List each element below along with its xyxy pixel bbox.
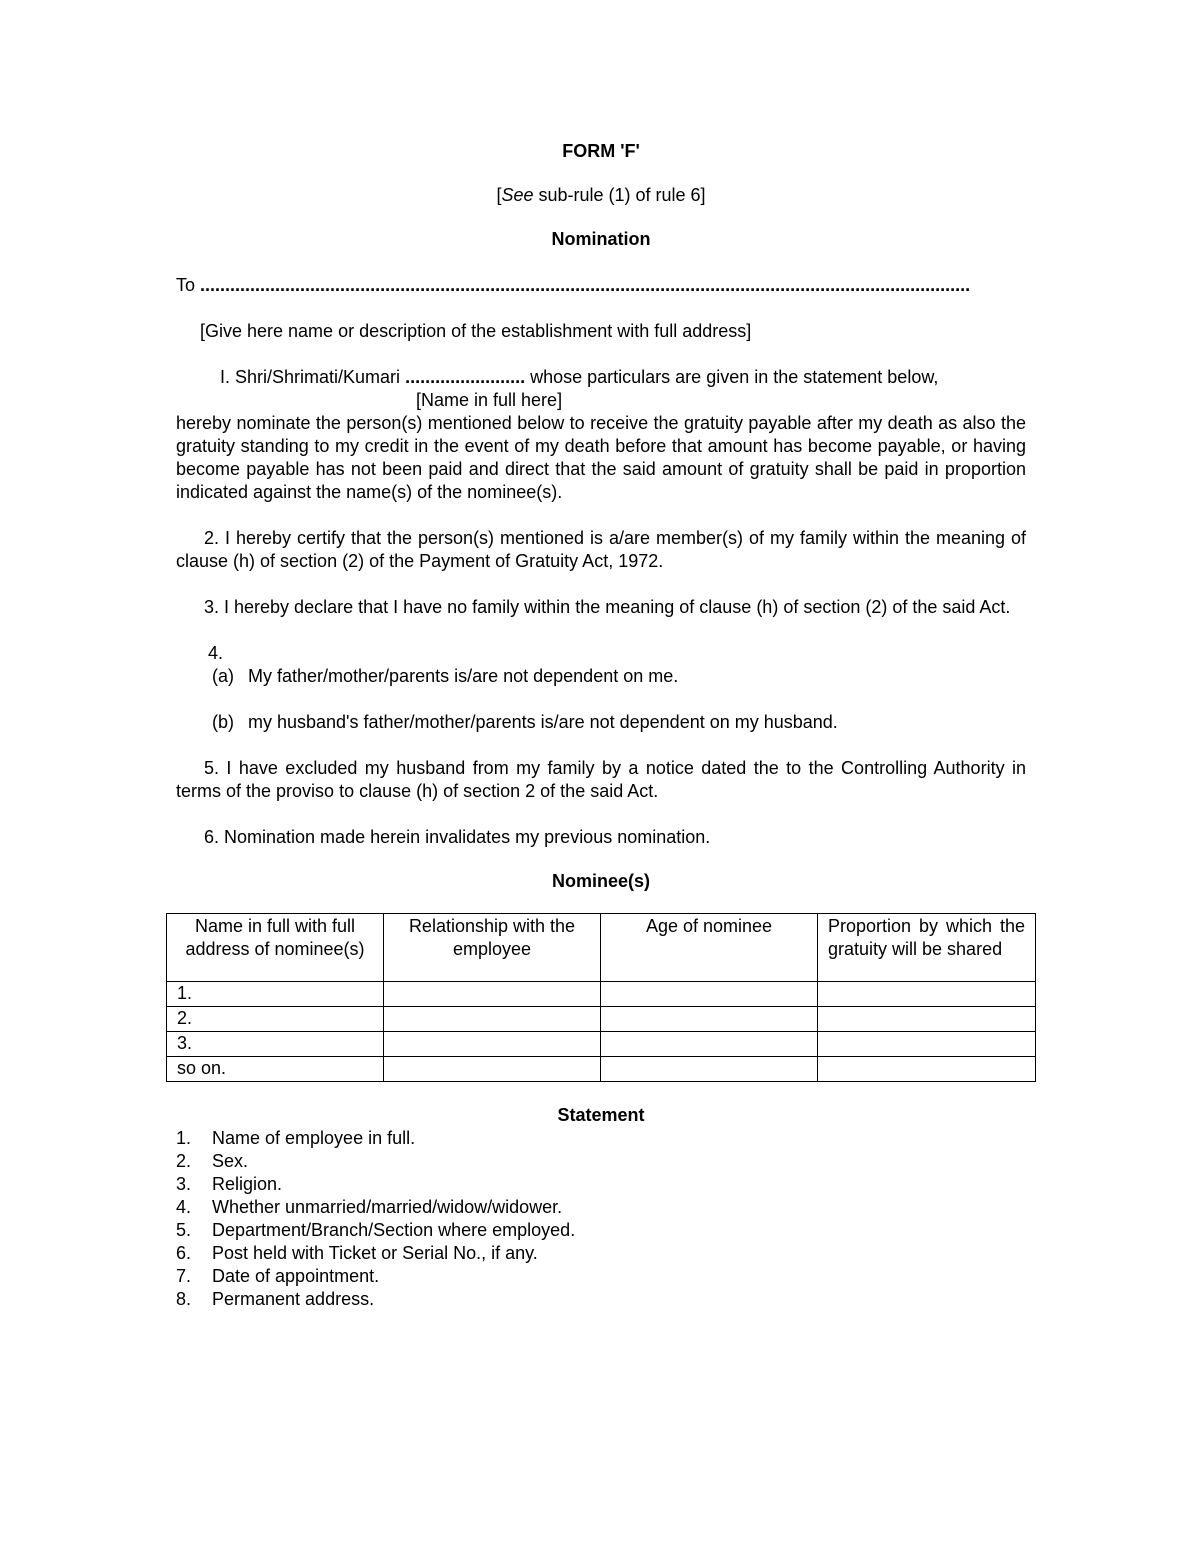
nominees-header-row	[167, 914, 1036, 982]
item-number: 2.	[176, 1151, 192, 1171]
rule-ref-suffix: sub-rule (1) of rule 6]	[533, 185, 706, 205]
form-title: FORM 'F'	[562, 141, 640, 161]
paragraph-4-label: 4.	[208, 643, 224, 663]
rule-ref-prefix: [	[496, 185, 502, 205]
paragraph-3: 3. I hereby declare that I have no family within the meaning of clause (h) of section (2) of the said Act.	[204, 597, 1011, 617]
list-item	[176, 1219, 1026, 1242]
statement-heading: Statement	[557, 1105, 645, 1125]
item-text: Department/Branch/Section where employed.	[212, 1220, 576, 1240]
row-number: 1.	[167, 982, 384, 1007]
age-cell	[601, 982, 818, 1007]
age-cell	[601, 1057, 818, 1082]
form-page	[176, 140, 1026, 1311]
item-text: Date of appointment.	[212, 1266, 380, 1286]
nominees-heading: Nominee(s)	[551, 871, 650, 891]
rule-reference	[176, 184, 1026, 207]
paragraph-2: 2. I hereby certify that the person(s) mentioned is a/are member(s) of my family within the meaning of clause (h) of section (2) of the Payment of Gratuity Act, 1972.	[176, 528, 1026, 571]
list-item	[176, 1265, 1026, 1288]
to-dots: ..........................................................................................................................................................	[200, 275, 971, 295]
item-number: 7.	[176, 1266, 192, 1286]
to-line	[176, 274, 1026, 297]
row-number: 2.	[167, 1007, 384, 1032]
age-cell	[601, 1032, 818, 1057]
table-row	[167, 1032, 1036, 1057]
nomination-heading: Nomination	[551, 229, 651, 249]
proportion-cell	[818, 982, 1036, 1007]
paragraph-1-body: hereby nominate the person(s) mentioned below to receive the gratuity payable after my death as also the gratuity standing to my credit in the event of my death before that amount has become payable, or having become payable has not been paid and direct that the said amount of gratuity shall be paid in proportion indicated against the name(s) of the nominee(s).	[176, 413, 1026, 502]
rule-ref-see: See	[501, 185, 534, 205]
item-number: 1.	[176, 1128, 192, 1148]
paragraph-4b	[212, 711, 1026, 734]
column-header-proportion: Proportion by which the gratuity will be shared	[818, 914, 1036, 982]
p1-start: I. Shri/Shrimati/Kumari	[220, 367, 401, 387]
p1-end: whose particulars are given in the statement below,	[530, 367, 939, 387]
table-row	[167, 982, 1036, 1007]
row-number: so on.	[167, 1057, 384, 1082]
paragraph-6: 6. Nomination made herein invalidates my previous nomination.	[204, 827, 711, 847]
nominees-table	[166, 913, 1036, 1082]
to-label: To	[176, 275, 196, 295]
item-text: Post held with Ticket or Serial No., if any.	[212, 1243, 538, 1263]
age-cell	[601, 1007, 818, 1032]
p4a-label: (a)	[212, 666, 234, 686]
list-item	[176, 1127, 1026, 1150]
p4a-text: My father/mother/parents is/are not dependent on me.	[248, 666, 679, 686]
item-number: 4.	[176, 1197, 192, 1217]
p4b-text: my husband's father/mother/parents is/are not dependent on my husband.	[248, 712, 838, 732]
item-text: Sex.	[212, 1151, 249, 1171]
proportion-cell	[818, 1032, 1036, 1057]
relationship-cell	[384, 1032, 601, 1057]
relationship-cell	[384, 982, 601, 1007]
list-item	[176, 1288, 1026, 1311]
paragraph-5: 5. I have excluded my husband from my family by a notice dated the to the Controlling Authority in terms of the proviso to clause (h) of section 2 of the said Act.	[176, 758, 1026, 801]
proportion-cell	[818, 1007, 1036, 1032]
item-text: Permanent address.	[212, 1289, 375, 1309]
item-number: 6.	[176, 1243, 192, 1263]
relationship-cell	[384, 1057, 601, 1082]
relationship-cell	[384, 1007, 601, 1032]
table-row	[167, 1007, 1036, 1032]
list-item	[176, 1150, 1026, 1173]
item-text: Religion.	[212, 1174, 283, 1194]
column-header-relationship: Relationship with the employee	[384, 914, 601, 982]
p1-dots: ........................	[405, 367, 526, 387]
item-number: 3.	[176, 1174, 192, 1194]
column-header-age: Age of nominee	[601, 914, 818, 982]
list-item	[176, 1242, 1026, 1265]
item-text: Whether unmarried/married/widow/widower.	[212, 1197, 563, 1217]
establishment-instruction: [Give here name or description of the establishment with full address]	[200, 321, 752, 341]
item-text: Name of employee in full.	[212, 1128, 416, 1148]
item-number: 8.	[176, 1289, 192, 1309]
name-in-full-caption: [Name in full here]	[416, 390, 563, 410]
proportion-cell	[818, 1057, 1036, 1082]
paragraph-1-first-line	[176, 366, 1026, 389]
statement-list	[176, 1127, 1026, 1311]
list-item	[176, 1196, 1026, 1219]
p4b-label: (b)	[212, 712, 234, 732]
list-item	[176, 1173, 1026, 1196]
table-row	[167, 1057, 1036, 1082]
row-number: 3.	[167, 1032, 384, 1057]
column-header-name: Name in full with full address of nominee(s)	[167, 914, 384, 982]
item-number: 5.	[176, 1220, 192, 1240]
paragraph-4a	[212, 665, 1026, 688]
